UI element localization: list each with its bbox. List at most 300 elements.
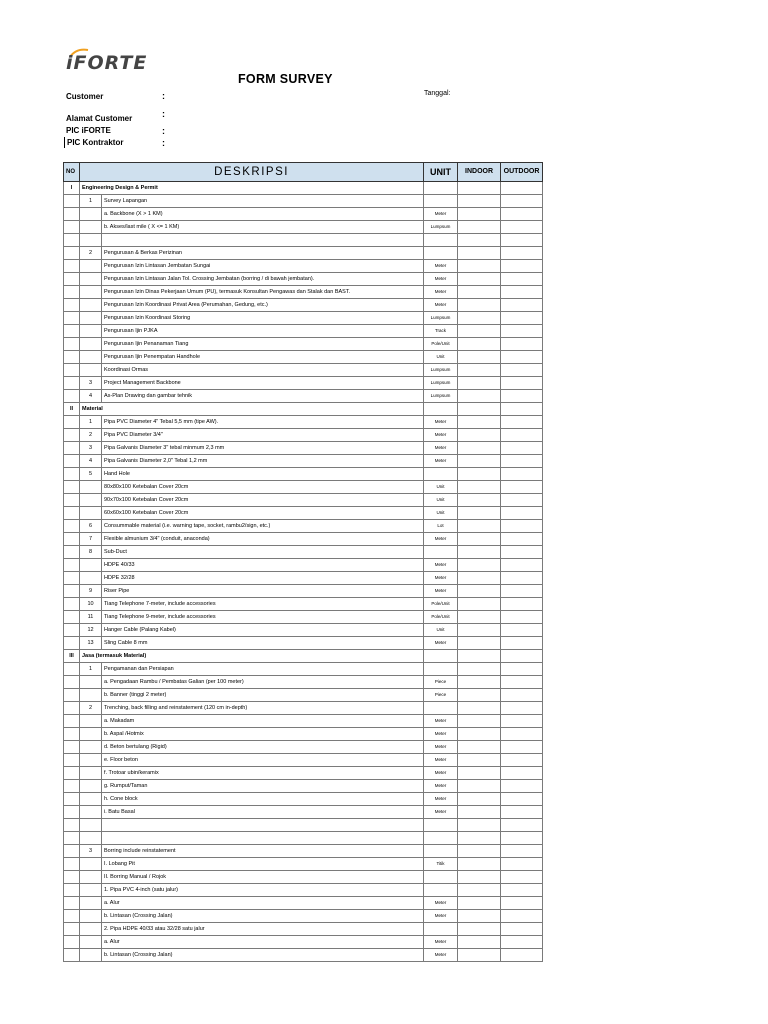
row-indoor-cell[interactable] [458, 858, 501, 871]
row-outdoor-cell[interactable] [501, 494, 543, 507]
pic-iforte-label: PIC iFORTE [66, 126, 111, 135]
row-description-cell: Project Management Backbone [102, 377, 424, 390]
row-outdoor-cell[interactable] [501, 689, 543, 702]
row-indoor-cell[interactable] [458, 754, 501, 767]
row-section-cell [64, 663, 80, 676]
row-section-cell [64, 676, 80, 689]
row-outdoor-cell[interactable] [501, 546, 543, 559]
row-description-cell [102, 819, 424, 832]
row-indoor-cell[interactable] [458, 481, 501, 494]
table-row [64, 741, 543, 754]
row-description-cell: b. Aspal /Hotmix [102, 728, 424, 741]
table-row [64, 858, 543, 871]
row-unit-cell [424, 650, 458, 663]
row-description-cell: As-Plan Drawing dan gambar tehnik [102, 390, 424, 403]
table-row [64, 936, 543, 949]
row-number-cell: 10 [80, 598, 102, 611]
row-indoor-cell[interactable] [458, 533, 501, 546]
row-description-cell: HDPE 40/33 [102, 559, 424, 572]
row-unit-cell: Lumpsum [424, 390, 458, 403]
table-row [64, 754, 543, 767]
row-description-cell: Sub-Duct [102, 546, 424, 559]
row-indoor-cell[interactable] [458, 676, 501, 689]
row-section-cell [64, 637, 80, 650]
table-row [64, 468, 543, 481]
row-unit-cell: Unit [424, 481, 458, 494]
row-indoor-cell[interactable] [458, 949, 501, 962]
row-section-cell [64, 325, 80, 338]
row-indoor-cell[interactable] [458, 585, 501, 598]
row-section-cell [64, 585, 80, 598]
row-section-cell: I [64, 182, 80, 195]
row-section-cell [64, 273, 80, 286]
table-row [64, 351, 543, 364]
row-indoor-cell[interactable] [458, 624, 501, 637]
row-description-cell: Pengamanan dan Persiapan [102, 663, 424, 676]
row-outdoor-cell[interactable] [501, 221, 543, 234]
row-number-cell [80, 325, 102, 338]
row-indoor-cell[interactable] [458, 377, 501, 390]
row-description-cell: Pengurusan Izin Lintasan Jalan Tol. Crossing Jembatan (borring / di bawah jembatan). [102, 273, 424, 286]
row-unit-cell [424, 403, 458, 416]
row-unit-cell: Titik [424, 858, 458, 871]
row-outdoor-cell[interactable] [501, 234, 543, 247]
row-indoor-cell[interactable] [458, 767, 501, 780]
row-section-cell [64, 377, 80, 390]
row-indoor-cell[interactable] [458, 650, 501, 663]
row-indoor-cell[interactable] [458, 897, 501, 910]
row-outdoor-cell[interactable] [501, 897, 543, 910]
pic-iforte-colon: : [162, 126, 165, 136]
table-row [64, 598, 543, 611]
row-outdoor-cell[interactable] [501, 663, 543, 676]
row-unit-cell [424, 468, 458, 481]
table-row [64, 832, 543, 845]
row-outdoor-cell[interactable] [501, 598, 543, 611]
table-row [64, 923, 543, 936]
row-outdoor-cell[interactable] [501, 286, 543, 299]
row-section-cell [64, 806, 80, 819]
row-indoor-cell[interactable] [458, 273, 501, 286]
row-section-cell: II [64, 403, 80, 416]
row-description-cell: Borring include reinstatement [102, 845, 424, 858]
row-outdoor-cell[interactable] [501, 416, 543, 429]
row-indoor-cell[interactable] [458, 923, 501, 936]
row-unit-cell: Meter [424, 208, 458, 221]
row-indoor-cell[interactable] [458, 494, 501, 507]
row-description-cell: Pengurusan Izin Koordinasi Privat Area (Perumahan, Gedung, etc.) [102, 299, 424, 312]
table-row [64, 793, 543, 806]
row-outdoor-cell[interactable] [501, 741, 543, 754]
row-unit-cell [424, 663, 458, 676]
row-indoor-cell[interactable] [458, 208, 501, 221]
row-section-cell [64, 546, 80, 559]
row-unit-cell: Meter [424, 429, 458, 442]
row-outdoor-cell[interactable] [501, 442, 543, 455]
row-indoor-cell[interactable] [458, 442, 501, 455]
row-outdoor-cell[interactable] [501, 715, 543, 728]
row-outdoor-cell[interactable] [501, 208, 543, 221]
row-number-cell: 2 [80, 429, 102, 442]
row-unit-cell: Unit [424, 494, 458, 507]
row-indoor-cell[interactable] [458, 559, 501, 572]
row-outdoor-cell[interactable] [501, 702, 543, 715]
row-outdoor-cell[interactable] [501, 819, 543, 832]
table-row [64, 338, 543, 351]
table-row [64, 949, 543, 962]
row-number-cell [80, 273, 102, 286]
table-row [64, 481, 543, 494]
row-outdoor-cell[interactable] [501, 507, 543, 520]
row-unit-cell: Meter [424, 806, 458, 819]
table-row [64, 286, 543, 299]
row-outdoor-cell[interactable] [501, 481, 543, 494]
row-unit-cell: Meter [424, 455, 458, 468]
row-description-cell: e. Floor beton [102, 754, 424, 767]
row-outdoor-cell[interactable] [501, 676, 543, 689]
row-section-cell [64, 286, 80, 299]
row-indoor-cell[interactable] [458, 364, 501, 377]
table-row [64, 507, 543, 520]
row-outdoor-cell[interactable] [501, 572, 543, 585]
row-indoor-cell[interactable] [458, 741, 501, 754]
row-section-title: Material [80, 403, 424, 416]
row-outdoor-cell[interactable] [501, 793, 543, 806]
row-number-cell [80, 858, 102, 871]
table-row [64, 767, 543, 780]
row-indoor-cell[interactable] [458, 715, 501, 728]
row-outdoor-cell[interactable] [501, 624, 543, 637]
table-row [64, 221, 543, 234]
row-number-cell [80, 286, 102, 299]
row-unit-cell: Meter [424, 273, 458, 286]
row-number-cell: 2 [80, 702, 102, 715]
row-number-cell [80, 494, 102, 507]
row-indoor-cell[interactable] [458, 546, 501, 559]
row-number-cell [80, 572, 102, 585]
row-indoor-cell[interactable] [458, 390, 501, 403]
row-section-cell [64, 312, 80, 325]
row-section-cell [64, 754, 80, 767]
row-indoor-cell[interactable] [458, 637, 501, 650]
row-indoor-cell[interactable] [458, 845, 501, 858]
row-outdoor-cell[interactable] [501, 871, 543, 884]
row-unit-cell: Track [424, 325, 458, 338]
row-outdoor-cell[interactable] [501, 923, 543, 936]
row-description-cell: Pengurusan & Berkas Perizinan [102, 247, 424, 260]
row-number-cell [80, 754, 102, 767]
row-unit-cell: Meter [424, 572, 458, 585]
row-number-cell [80, 741, 102, 754]
row-outdoor-cell[interactable] [501, 195, 543, 208]
row-section-cell [64, 338, 80, 351]
row-number-cell [80, 208, 102, 221]
row-outdoor-cell[interactable] [501, 858, 543, 871]
row-outdoor-cell[interactable] [501, 832, 543, 845]
row-unit-cell [424, 845, 458, 858]
row-indoor-cell[interactable] [458, 520, 501, 533]
row-indoor-cell[interactable] [458, 871, 501, 884]
row-unit-cell: Meter [424, 949, 458, 962]
table-row [64, 325, 543, 338]
row-section-cell [64, 247, 80, 260]
row-outdoor-cell[interactable] [501, 559, 543, 572]
row-unit-cell: Meter [424, 767, 458, 780]
table-row [64, 312, 543, 325]
row-unit-cell: Unit [424, 351, 458, 364]
row-description-cell: b. Banner (tinggi 2 meter) [102, 689, 424, 702]
row-outdoor-cell[interactable] [501, 403, 543, 416]
row-number-cell [80, 299, 102, 312]
row-section-cell [64, 429, 80, 442]
row-section-cell [64, 195, 80, 208]
row-unit-cell: Meter [424, 416, 458, 429]
row-indoor-cell[interactable] [458, 936, 501, 949]
table-row [64, 806, 543, 819]
row-outdoor-cell[interactable] [501, 312, 543, 325]
row-indoor-cell[interactable] [458, 351, 501, 364]
row-outdoor-cell[interactable] [501, 767, 543, 780]
row-section-cell [64, 910, 80, 923]
table-row [64, 208, 543, 221]
row-section-cell [64, 351, 80, 364]
row-description-cell: Riser Pipe [102, 585, 424, 598]
row-indoor-cell[interactable] [458, 728, 501, 741]
row-outdoor-cell[interactable] [501, 455, 543, 468]
row-indoor-cell[interactable] [458, 780, 501, 793]
row-indoor-cell[interactable] [458, 884, 501, 897]
row-number-cell [80, 715, 102, 728]
row-unit-cell: Piece [424, 689, 458, 702]
row-unit-cell [424, 247, 458, 260]
row-number-cell: 6 [80, 520, 102, 533]
row-indoor-cell[interactable] [458, 507, 501, 520]
row-outdoor-cell[interactable] [501, 611, 543, 624]
row-indoor-cell[interactable] [458, 195, 501, 208]
row-section-cell [64, 715, 80, 728]
row-indoor-cell[interactable] [458, 338, 501, 351]
row-outdoor-cell[interactable] [501, 338, 543, 351]
row-outdoor-cell[interactable] [501, 273, 543, 286]
row-indoor-cell[interactable] [458, 702, 501, 715]
row-number-cell [80, 871, 102, 884]
row-indoor-cell[interactable] [458, 793, 501, 806]
row-description-cell: d. Beton bertulang (Rigid) [102, 741, 424, 754]
survey-table-body [64, 182, 543, 962]
row-indoor-cell[interactable] [458, 429, 501, 442]
row-indoor-cell[interactable] [458, 221, 501, 234]
table-row [64, 299, 543, 312]
row-number-cell [80, 481, 102, 494]
row-section-cell [64, 507, 80, 520]
row-unit-cell: Meter [424, 286, 458, 299]
row-unit-cell [424, 702, 458, 715]
row-unit-cell [424, 234, 458, 247]
row-unit-cell: Meter [424, 793, 458, 806]
header-outdoor: OUTDOOR [501, 163, 543, 182]
row-indoor-cell[interactable] [458, 611, 501, 624]
row-unit-cell: Unit [424, 507, 458, 520]
row-section-cell [64, 845, 80, 858]
row-number-cell [80, 312, 102, 325]
row-outdoor-cell[interactable] [501, 949, 543, 962]
row-description-cell: i. Batu Basal [102, 806, 424, 819]
alamat-customer-label: Alamat Customer [66, 114, 133, 123]
row-section-cell [64, 689, 80, 702]
row-number-cell [80, 767, 102, 780]
row-indoor-cell[interactable] [458, 286, 501, 299]
row-indoor-cell[interactable] [458, 663, 501, 676]
row-section-cell [64, 390, 80, 403]
row-outdoor-cell[interactable] [501, 754, 543, 767]
row-description-cell: Pipa PVC Diameter 3/4" [102, 429, 424, 442]
row-indoor-cell[interactable] [458, 455, 501, 468]
row-indoor-cell[interactable] [458, 819, 501, 832]
table-row [64, 572, 543, 585]
row-section-cell [64, 468, 80, 481]
row-outdoor-cell[interactable] [501, 806, 543, 819]
row-number-cell: 11 [80, 611, 102, 624]
row-unit-cell: Meter [424, 637, 458, 650]
row-indoor-cell[interactable] [458, 247, 501, 260]
row-outdoor-cell[interactable] [501, 182, 543, 195]
row-description-cell: a. Backbone (X > 1 KM) [102, 208, 424, 221]
row-outdoor-cell[interactable] [501, 520, 543, 533]
row-outdoor-cell[interactable] [501, 585, 543, 598]
row-indoor-cell[interactable] [458, 299, 501, 312]
row-indoor-cell[interactable] [458, 598, 501, 611]
row-indoor-cell[interactable] [458, 325, 501, 338]
row-description-cell: b. Lintasan (Crossing Jalan) [102, 910, 424, 923]
row-description-cell: Tiang Telephone 7-meter, include accessories [102, 598, 424, 611]
row-outdoor-cell[interactable] [501, 468, 543, 481]
row-unit-cell [424, 832, 458, 845]
row-indoor-cell[interactable] [458, 182, 501, 195]
row-outdoor-cell[interactable] [501, 299, 543, 312]
table-row [64, 871, 543, 884]
row-number-cell [80, 897, 102, 910]
row-number-cell [80, 832, 102, 845]
table-row [64, 910, 543, 923]
row-description-cell: Flexible almunium 3/4" (conduit, anaconda) [102, 533, 424, 546]
row-outdoor-cell[interactable] [501, 429, 543, 442]
row-number-cell [80, 338, 102, 351]
row-outdoor-cell[interactable] [501, 364, 543, 377]
table-row [64, 624, 543, 637]
row-outdoor-cell[interactable] [501, 884, 543, 897]
row-description-cell: 80x80x100 Ketebalan Cover 20cm [102, 481, 424, 494]
row-number-cell: 1 [80, 195, 102, 208]
row-outdoor-cell[interactable] [501, 936, 543, 949]
row-indoor-cell[interactable] [458, 806, 501, 819]
row-outdoor-cell[interactable] [501, 845, 543, 858]
row-unit-cell [424, 871, 458, 884]
row-description-cell: Hand Hole [102, 468, 424, 481]
row-outdoor-cell[interactable] [501, 377, 543, 390]
row-section-cell [64, 949, 80, 962]
logo-text: iFORTE [66, 52, 148, 74]
row-section-cell [64, 741, 80, 754]
row-outdoor-cell[interactable] [501, 351, 543, 364]
row-number-cell: 1 [80, 663, 102, 676]
row-outdoor-cell[interactable] [501, 650, 543, 663]
table-row [64, 559, 543, 572]
row-number-cell [80, 780, 102, 793]
row-number-cell: 12 [80, 624, 102, 637]
row-indoor-cell[interactable] [458, 468, 501, 481]
row-description-cell: b. Lintasan (Crossing Jalan) [102, 949, 424, 962]
row-number-cell: 3 [80, 845, 102, 858]
row-unit-cell [424, 182, 458, 195]
row-outdoor-cell[interactable] [501, 780, 543, 793]
row-number-cell [80, 507, 102, 520]
row-outdoor-cell[interactable] [501, 533, 543, 546]
row-description-cell: b. Akses/last mile ( X <= 1 KM) [102, 221, 424, 234]
row-indoor-cell[interactable] [458, 403, 501, 416]
table-row [64, 637, 543, 650]
pic-kontraktor-label: PIC Kontraktor [67, 138, 124, 147]
row-outdoor-cell[interactable] [501, 325, 543, 338]
row-number-cell [80, 260, 102, 273]
row-outdoor-cell[interactable] [501, 637, 543, 650]
table-row [64, 585, 543, 598]
row-number-cell [80, 949, 102, 962]
row-section-cell [64, 364, 80, 377]
row-section-cell [64, 442, 80, 455]
row-number-cell: 1 [80, 416, 102, 429]
row-description-cell: 1. Pipa PVC 4-inch (satu jalur) [102, 884, 424, 897]
table-header-row [64, 163, 543, 182]
row-section-cell [64, 923, 80, 936]
row-unit-cell: Lumpsum [424, 312, 458, 325]
table-row [64, 195, 543, 208]
row-description-cell: Pipa Galvanis Diameter 3" tebal minmum 2,3 mm [102, 442, 424, 455]
row-indoor-cell[interactable] [458, 260, 501, 273]
row-outdoor-cell[interactable] [501, 260, 543, 273]
row-section-cell [64, 767, 80, 780]
row-number-cell [80, 819, 102, 832]
table-row [64, 650, 543, 663]
row-unit-cell: Lumpsum [424, 377, 458, 390]
table-row [64, 780, 543, 793]
row-outdoor-cell[interactable] [501, 247, 543, 260]
row-section-cell [64, 598, 80, 611]
form-title: FORM SURVEY [238, 72, 333, 86]
row-description-cell: Hanger Cable (Palang Kabel) [102, 624, 424, 637]
row-section-cell [64, 728, 80, 741]
row-indoor-cell[interactable] [458, 572, 501, 585]
row-indoor-cell[interactable] [458, 832, 501, 845]
row-indoor-cell[interactable] [458, 312, 501, 325]
row-outdoor-cell[interactable] [501, 390, 543, 403]
row-number-cell: 8 [80, 546, 102, 559]
row-description-cell: II. Borring Manual / Rojok [102, 871, 424, 884]
row-unit-cell: Meter [424, 754, 458, 767]
row-indoor-cell[interactable] [458, 416, 501, 429]
row-outdoor-cell[interactable] [501, 728, 543, 741]
row-section-cell [64, 884, 80, 897]
row-outdoor-cell[interactable] [501, 910, 543, 923]
row-indoor-cell[interactable] [458, 910, 501, 923]
row-unit-cell: Pole/Unit [424, 338, 458, 351]
row-unit-cell: Meter [424, 559, 458, 572]
row-indoor-cell[interactable] [458, 234, 501, 247]
row-unit-cell: Piece [424, 676, 458, 689]
table-row [64, 377, 543, 390]
row-indoor-cell[interactable] [458, 689, 501, 702]
row-unit-cell [424, 195, 458, 208]
table-row [64, 546, 543, 559]
